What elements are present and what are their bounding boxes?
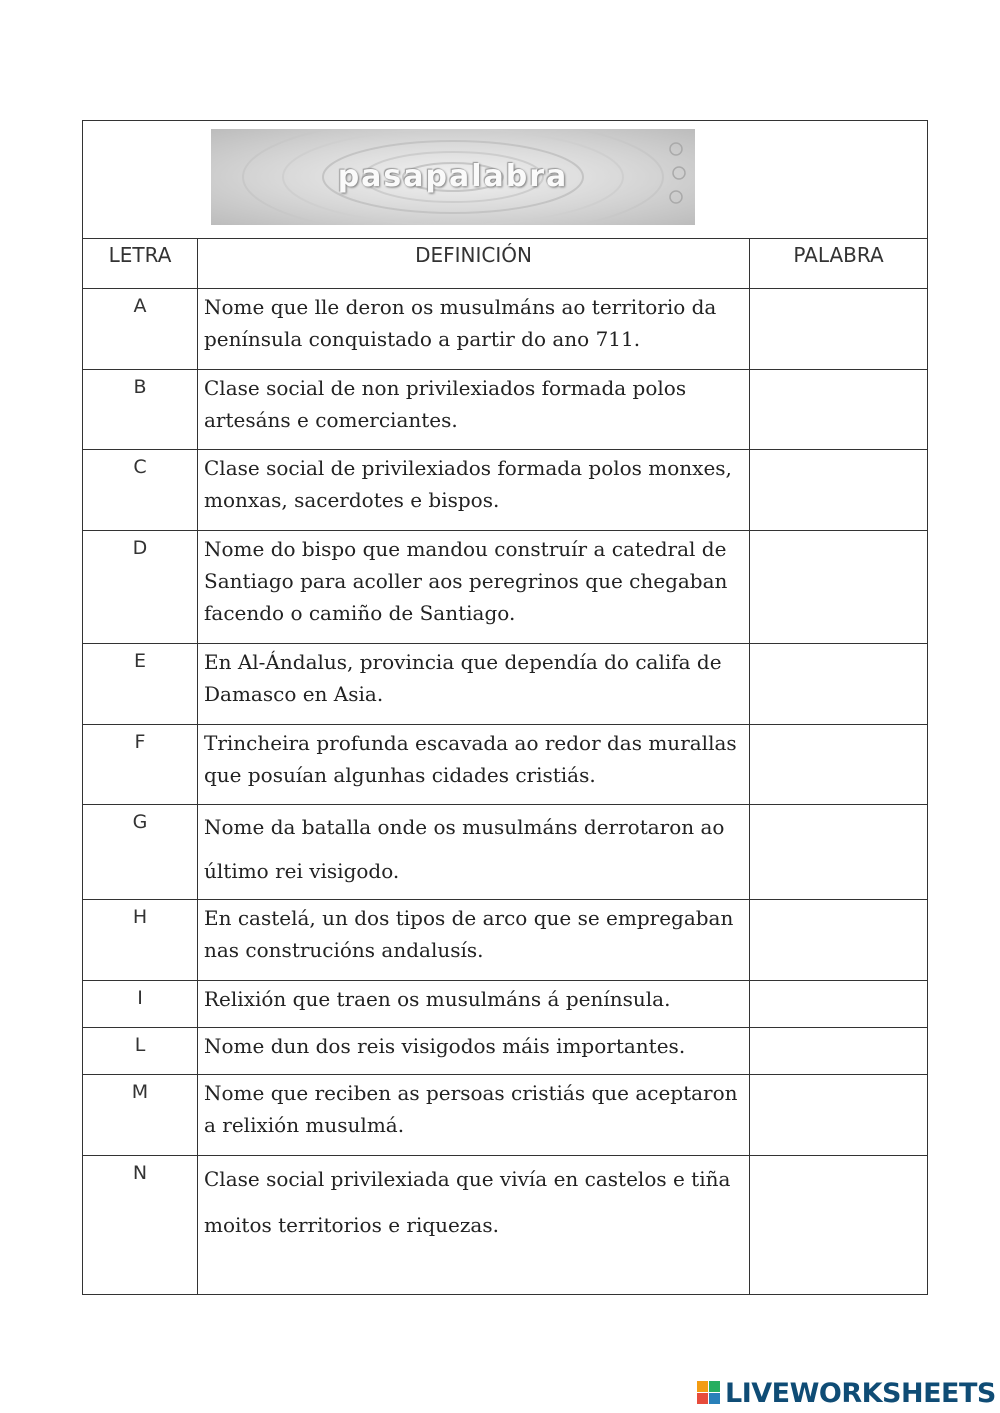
word-answer-cell[interactable] — [750, 644, 928, 725]
row-definition: Clase social privilexiada que vivía en castelos e tiña moitos territorios e riquezas. — [198, 1156, 750, 1295]
word-answer-cell[interactable] — [750, 450, 928, 531]
row-letter: H — [83, 900, 198, 981]
liveworksheets-logo — [697, 1378, 996, 1408]
word-answer-cell[interactable] — [750, 289, 928, 370]
table-row — [83, 1156, 928, 1295]
row-definition: Nome da batalla onde os musulmáns derrotaron ao último rei visigodo. — [198, 805, 750, 900]
worksheet — [82, 120, 927, 1295]
table-row — [83, 1075, 928, 1156]
table-row — [83, 450, 928, 531]
row-letter: A — [83, 289, 198, 370]
word-answer-cell[interactable] — [750, 531, 928, 644]
word-answer-cell[interactable] — [750, 981, 928, 1028]
table-row — [83, 1028, 928, 1075]
pasapalabra-banner-image — [211, 129, 695, 225]
row-definition: Trincheira profunda escavada ao redor das murallas que posuían algunhas cidades cristiás. — [198, 725, 750, 805]
table-row — [83, 900, 928, 981]
table-row — [83, 805, 928, 900]
row-definition: Nome que reciben as persoas cristiás que aceptaron a relixión musulmá. — [198, 1075, 750, 1156]
header-row — [83, 239, 928, 289]
row-definition: Nome dun dos reis visigodos máis importantes. — [198, 1028, 750, 1075]
pasapalabra-table — [82, 120, 928, 1295]
banner-cell — [83, 121, 928, 239]
word-answer-cell[interactable] — [750, 1028, 928, 1075]
row-definition: En castelá, un dos tipos de arco que se empregaban nas construcións andalusís. — [198, 900, 750, 981]
row-letter: F — [83, 725, 198, 805]
liveworksheets-mark-icon — [697, 1381, 721, 1405]
word-answer-cell[interactable] — [750, 900, 928, 981]
header-word: PALABRA — [750, 239, 928, 289]
row-definition: Nome do bispo que mandou construír a catedral de Santiago para acoller aos peregrinos que chegaban facendo o camiño de Santiago. — [198, 531, 750, 644]
row-letter: N — [83, 1156, 198, 1295]
row-definition: Nome que lle deron os musulmáns ao territorio da península conquistado a partir do ano 711. — [198, 289, 750, 370]
row-letter: I — [83, 981, 198, 1028]
row-definition: Relixión que traen os musulmáns á península. — [198, 981, 750, 1028]
table-row — [83, 644, 928, 725]
row-definition: Clase social de privilexiados formada polos monxes, monxas, sacerdotes e bispos. — [198, 450, 750, 531]
header-letter: LETRA — [83, 239, 198, 289]
word-answer-cell[interactable] — [750, 370, 928, 450]
table-row — [83, 370, 928, 450]
row-letter: B — [83, 370, 198, 450]
row-definition: Clase social de non privilexiados formada polos artesáns e comerciantes. — [198, 370, 750, 450]
banner-row — [83, 121, 928, 239]
word-answer-cell[interactable] — [750, 1075, 928, 1156]
table-row — [83, 531, 928, 644]
word-answer-cell[interactable] — [750, 1156, 928, 1295]
table-row — [83, 289, 928, 370]
row-letter: L — [83, 1028, 198, 1075]
row-letter: D — [83, 531, 198, 644]
row-letter: G — [83, 805, 198, 900]
table-row — [83, 725, 928, 805]
banner-title: pasapalabra — [337, 159, 569, 194]
liveworksheets-brand-text: LIVEWORKSHEETS — [725, 1377, 996, 1409]
table-row — [83, 981, 928, 1028]
header-definition: DEFINICIÓN — [198, 239, 750, 289]
row-letter: M — [83, 1075, 198, 1156]
word-answer-cell[interactable] — [750, 725, 928, 805]
row-letter: E — [83, 644, 198, 725]
row-definition: En Al-Ándalus, provincia que dependía do califa de Damasco en Asia. — [198, 644, 750, 725]
row-letter: C — [83, 450, 198, 531]
word-answer-cell[interactable] — [750, 805, 928, 900]
